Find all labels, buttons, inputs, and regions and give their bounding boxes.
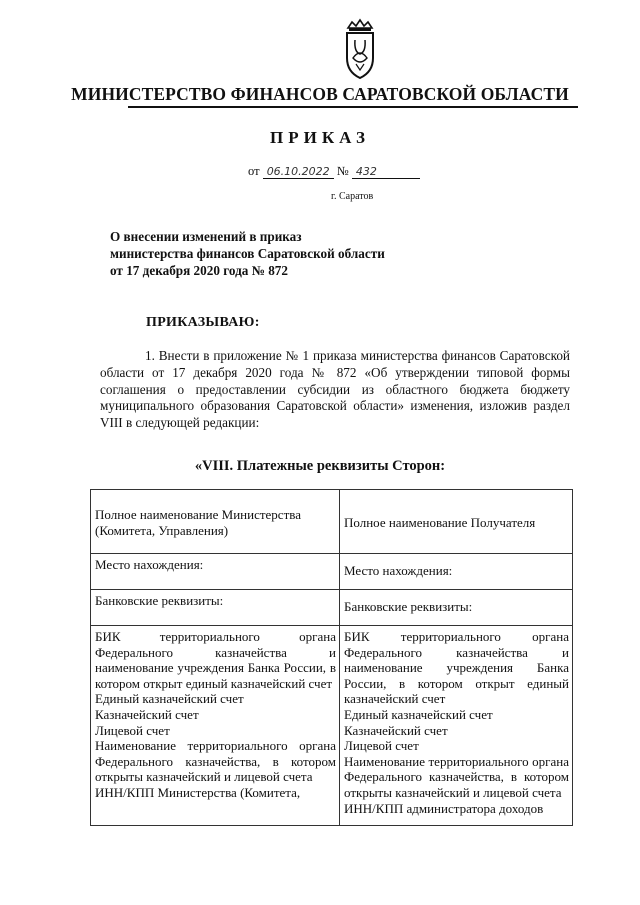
table-row	[91, 490, 573, 554]
coat-of-arms-emblem	[340, 18, 380, 82]
detail-item: Наименование территориального органа Федерального казначейства, в котором открыты казначейский и лицевой счета	[95, 738, 336, 785]
table-row	[91, 626, 573, 826]
table-row	[91, 554, 573, 590]
details-list	[344, 629, 569, 825]
table-row	[91, 590, 573, 626]
recipient-name-cell: Полное наименование Получателя	[340, 490, 573, 554]
subject-line: министерства финансов Саратовской области	[110, 246, 385, 261]
subject-line: от 17 декабря 2020 года № 872	[110, 263, 288, 278]
order-subject	[110, 228, 385, 279]
detail-item: БИК территориального органа Федерального казначейства и наименование учреждения Банка России, в котором открыт единый казначейский счет	[95, 629, 336, 691]
subject-line: О внесении изменений в приказ	[110, 229, 302, 244]
ministry-details-cell	[91, 626, 340, 826]
details-list	[95, 629, 336, 809]
paragraph-1: 1. Внести в приложение № 1 приказа министерства финансов Саратовской области от 17 декабря 2020 года № 872 «Об утверждении типовой формы соглашения о предоставлении субсидии из областного бюджета бюджету муниципального образования Саратовской области» изменения, изложив раздел VIII в следующей редакции:	[100, 348, 570, 431]
detail-item: Наименование территориального органа Федерального казначейства, в котором открыты казначейский и лицевой счета	[344, 753, 569, 800]
recipient-bank-cell: Банковские реквизиты:	[340, 590, 573, 626]
detail-item: Лицевой счет	[344, 738, 419, 754]
date-prefix: от	[248, 164, 260, 178]
document-type: ПРИКАЗ	[270, 128, 370, 147]
order-date-number	[248, 164, 420, 179]
order-date: 06.10.2022	[263, 165, 334, 179]
detail-item: ИНН/КПП администратора доходов	[344, 800, 544, 816]
ministry-name: МИНИСТЕРСТВО ФИНАНСОВ САРАТОВСКОЙ ОБЛАСТИ	[71, 84, 569, 104]
payment-details-table	[90, 489, 573, 826]
detail-item: Лицевой счет	[95, 722, 170, 738]
ministry-location-cell: Место нахождения:	[91, 554, 340, 590]
detail-item: ИНН/КПП Министерства (Комитета,	[95, 784, 301, 800]
city: г. Саратов	[331, 191, 374, 202]
detail-item: БИК территориального органа Федерального казначейства и наименование учреждения Банка России, в котором открыт единый казначейский счет	[344, 629, 569, 707]
detail-item: Единый казначейский счет	[344, 706, 493, 722]
ministry-name-cell: Полное наименование Министерства (Комитета, Управления)	[91, 490, 340, 554]
order-directive: ПРИКАЗЫВАЮ:	[146, 315, 260, 330]
detail-item: Казначейский счет	[344, 722, 448, 738]
detail-item: Единый казначейский счет	[95, 691, 244, 707]
ministry-bank-cell: Банковские реквизиты:	[91, 590, 340, 626]
recipient-location-cell: Место нахождения:	[340, 554, 573, 590]
detail-item: Казначейский счет	[95, 706, 199, 722]
header-rule	[128, 106, 578, 108]
number-prefix: №	[336, 164, 349, 178]
recipient-details-cell	[340, 626, 573, 826]
order-number: 432	[352, 165, 420, 179]
section-title: «VIII. Платежные реквизиты Сторон:	[194, 458, 446, 474]
